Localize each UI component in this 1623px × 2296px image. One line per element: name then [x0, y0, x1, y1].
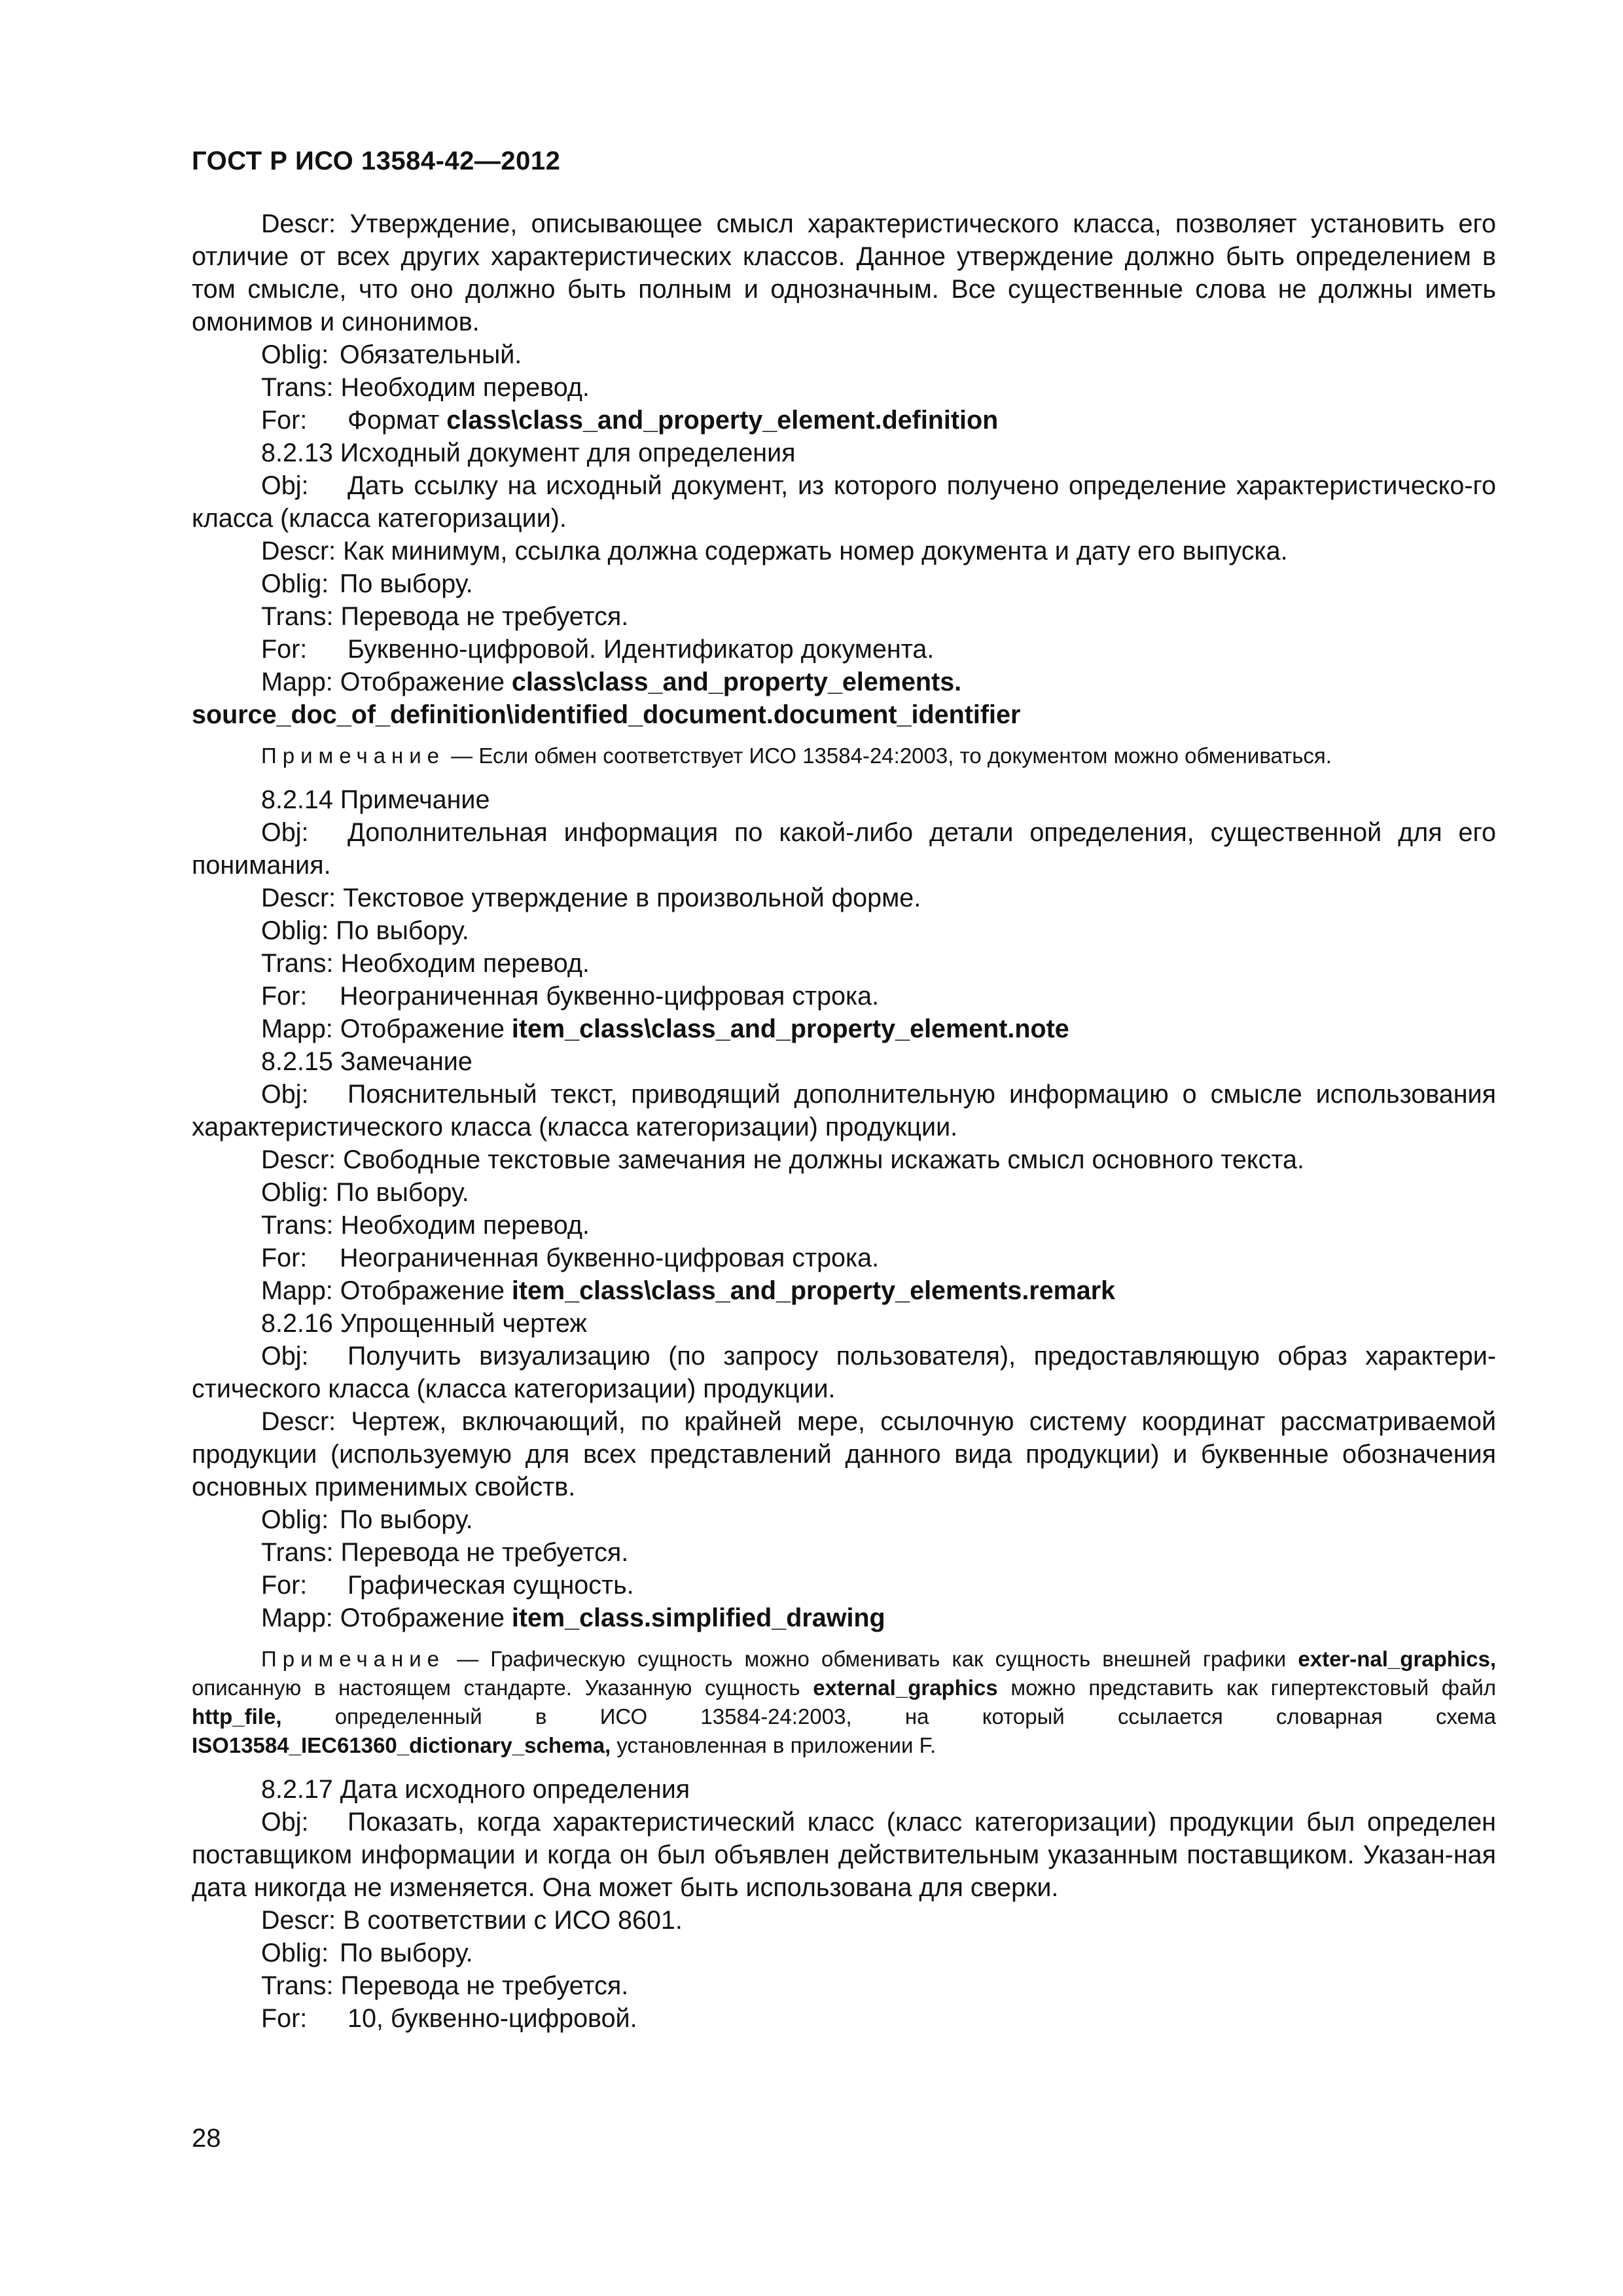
- field-text: Показать, когда характеристический класс (класс категоризации) продукции был определен поставщиком информации и когда он был объявлен действительным указанным поставщиком. Указан-ная дата никогда не изменяется. Она может быть использована для сверки.: [192, 1808, 1496, 1902]
- field-label: Oblig:: [261, 916, 329, 945]
- note-lead: Примечание: [261, 744, 446, 768]
- section-heading: 8.2.13 Исходный документ для определения: [261, 439, 796, 467]
- field-text: Отображение: [340, 1604, 512, 1632]
- note-code: external_graphics: [813, 1676, 998, 1700]
- note-text: можно представить как гипертекстовый файл: [997, 1676, 1497, 1700]
- paragraph-oblig: [192, 567, 1496, 600]
- field-code: class\class_and_property_elements.: [511, 668, 962, 696]
- paragraph-descr: [192, 1143, 1496, 1176]
- paragraph-oblig: [192, 914, 1496, 947]
- field-text: Отображение: [340, 1014, 512, 1043]
- note-lead: Примечание: [261, 1647, 446, 1671]
- paragraph-descr: [192, 1405, 1496, 1503]
- paragraph-obj: [192, 469, 1496, 535]
- page-number: 28: [192, 2124, 221, 2153]
- field-text: Необходим перевод.: [340, 373, 590, 402]
- field-text: Неограниченная буквенно-цифровая строка.: [340, 1244, 880, 1272]
- paragraph-descr: [192, 882, 1496, 914]
- field-label: Descr:: [261, 1145, 336, 1174]
- field-text: Буквенно-цифровой. Идентификатор документа.: [348, 635, 935, 664]
- field-label: Descr:: [261, 884, 336, 912]
- note-text: — Если обмен соответствует ИСО 13584-24:2003, то документом можно обмениваться.: [445, 744, 1332, 768]
- field-text: Необходим перевод.: [340, 949, 590, 978]
- field-text: Текстовое утверждение в произвольной форме.: [343, 884, 921, 912]
- field-label: Mapp:: [261, 1604, 333, 1632]
- field-text: Отображение: [340, 668, 512, 696]
- note: [192, 742, 1496, 770]
- field-label: Obj:: [261, 1808, 309, 1837]
- field-label: Oblig:: [261, 1939, 329, 1967]
- paragraph-obj: [192, 1806, 1496, 1904]
- paragraph-mapp: [192, 666, 1496, 731]
- field-text: Формат: [348, 406, 447, 435]
- field-label: Oblig:: [261, 1178, 329, 1207]
- field-label: For:: [261, 2004, 308, 2033]
- section-heading: 8.2.17 Дата исходного определения: [261, 1775, 690, 1804]
- field-text: По выбору.: [340, 1939, 473, 1967]
- document-body: [192, 207, 1496, 2035]
- paragraph-mapp: [192, 1013, 1496, 1045]
- note-code: ISO13584_IEC61360_dictionary_schema,: [192, 1733, 611, 1757]
- field-text: Неограниченная буквенно-цифровая строка.: [340, 982, 880, 1011]
- field-label: Oblig:: [261, 1505, 329, 1534]
- field-text: Чертеж, включающий, по крайней мере, ссылочную систему координат рассматриваемой продукции (используемую для всех представлений данного вида продукции) и буквенные обозначения основных применимых свойств.: [192, 1407, 1497, 1501]
- field-text: По выбору.: [340, 569, 473, 598]
- paragraph-for: [192, 2002, 1496, 2035]
- note-text: установленная в приложении F.: [611, 1733, 936, 1757]
- field-text: В соответствии с ИСО 8601.: [343, 1906, 683, 1935]
- paragraph-oblig: [192, 1503, 1496, 1536]
- note-text: — Графическую сущность можно обменивать как сущность внешней графики: [445, 1647, 1298, 1671]
- field-text: 10, буквенно-цифровой.: [348, 2004, 637, 2033]
- note: [192, 1645, 1496, 1760]
- field-text: Дополнительная информация по какой-либо детали определения, существенной для его понимания.: [192, 818, 1496, 880]
- field-text: Получить визуализацию (по запросу пользователя), предоставляющую образ характери-стического класса (класса категоризации) продукции.: [192, 1342, 1496, 1403]
- paragraph-trans: [192, 1969, 1496, 2002]
- field-code: class\class_and_property_element.definition: [446, 406, 999, 435]
- field-text: По выбору.: [336, 916, 469, 945]
- paragraph-obj: [192, 1078, 1496, 1143]
- field-label: Descr:: [261, 1906, 336, 1935]
- field-text: Необходим перевод.: [340, 1211, 590, 1240]
- field-text: Дать ссылку на исходный документ, из которого получено определение характеристическо-го класса (класса категоризации).: [192, 471, 1496, 533]
- field-label: Descr:: [261, 537, 336, 565]
- note-text: описанную в настоящем стандарте. Указанную сущность: [192, 1676, 813, 1700]
- field-code: item_class\class_and_property_elements.remark: [511, 1276, 1116, 1305]
- field-code: item_class.simplified_drawing: [511, 1604, 885, 1632]
- field-label: For:: [261, 1571, 308, 1600]
- field-text: Графическая сущность.: [348, 1571, 634, 1600]
- paragraph-obj: [192, 1340, 1496, 1405]
- note-code: http_file,: [192, 1704, 282, 1729]
- note-code: exter-nal_graphics,: [1298, 1647, 1496, 1671]
- paragraph-trans: [192, 600, 1496, 633]
- field-label: Oblig:: [261, 340, 329, 369]
- field-text: Утверждение, описывающее смысл характеристического класса, позволяет установить его отличие от всех других характеристических классов. Данное утверждение должно быть определением в том смысле, что оно должно быть полным и однозначным. Все существенные слова не должны иметь омонимов и синонимов.: [192, 209, 1496, 336]
- paragraph-descr: [192, 207, 1496, 338]
- field-label: Trans:: [261, 1211, 334, 1240]
- paragraph-descr: [192, 1904, 1496, 1937]
- field-label: For:: [261, 406, 308, 435]
- paragraph-for: [192, 633, 1496, 666]
- paragraph-for: [192, 1569, 1496, 1602]
- field-text: Отображение: [340, 1276, 512, 1305]
- paragraph-mapp: [192, 1274, 1496, 1307]
- field-label: Trans:: [261, 1971, 334, 2000]
- paragraph-trans: [192, 1536, 1496, 1569]
- field-label: Trans:: [261, 949, 334, 978]
- paragraph-trans: [192, 371, 1496, 404]
- field-text: По выбору.: [336, 1178, 469, 1207]
- field-label: Descr:: [261, 209, 336, 238]
- field-text: Как минимум, ссылка должна содержать номер документа и дату его выпуска.: [343, 537, 1288, 565]
- field-label: For:: [261, 1244, 308, 1272]
- field-text: Обязательный.: [340, 340, 522, 369]
- field-label: Trans:: [261, 602, 334, 631]
- field-text: По выбору.: [340, 1505, 473, 1534]
- field-label: For:: [261, 982, 308, 1011]
- section-heading: 8.2.14 Примечание: [261, 785, 490, 814]
- field-label: Trans:: [261, 373, 334, 402]
- field-label: Descr:: [261, 1407, 336, 1436]
- paragraph-trans: [192, 1209, 1496, 1242]
- paragraph-trans: [192, 947, 1496, 980]
- document-header: ГОСТ Р ИСО 13584-42—2012: [192, 147, 561, 175]
- field-text: Перевода не требуется.: [340, 1971, 629, 2000]
- paragraph-oblig: [192, 338, 1496, 371]
- section-heading: 8.2.16 Упрощенный чертеж: [261, 1309, 587, 1338]
- field-text: Перевода не требуется.: [340, 1538, 629, 1567]
- field-label: Obj:: [261, 471, 309, 500]
- paragraph-for: [192, 404, 1496, 437]
- paragraph-descr: [192, 535, 1496, 567]
- field-label: Trans:: [261, 1538, 334, 1567]
- field-code: source_doc_of_definition\identified_document.document_identifier: [192, 700, 1021, 729]
- note-text: определенный в ИСО 13584-24:2003, на который ссылается словарная схема: [281, 1704, 1496, 1729]
- paragraph-mapp: [192, 1602, 1496, 1634]
- paragraph-for: [192, 1242, 1496, 1274]
- field-text: Пояснительный текст, приводящий дополнительную информацию о смысле использования характеристического класса (класса категоризации) продукции.: [192, 1080, 1496, 1141]
- field-text: Перевода не требуется.: [340, 602, 629, 631]
- field-label: Mapp:: [261, 668, 333, 696]
- section-heading: 8.2.15 Замечание: [261, 1047, 473, 1076]
- field-label: Oblig:: [261, 569, 329, 598]
- field-label: Obj:: [261, 818, 309, 847]
- paragraph-obj: [192, 816, 1496, 882]
- field-label: Obj:: [261, 1342, 309, 1371]
- field-label: Mapp:: [261, 1014, 333, 1043]
- field-text: Свободные текстовые замечания не должны искажать смысл основного текста.: [343, 1145, 1304, 1174]
- field-label: Obj:: [261, 1080, 309, 1109]
- field-label: For:: [261, 635, 308, 664]
- field-label: Mapp:: [261, 1276, 333, 1305]
- paragraph-for: [192, 980, 1496, 1013]
- paragraph-oblig: [192, 1176, 1496, 1209]
- field-code: item_class\class_and_property_element.note: [511, 1014, 1069, 1043]
- paragraph-oblig: [192, 1937, 1496, 1969]
